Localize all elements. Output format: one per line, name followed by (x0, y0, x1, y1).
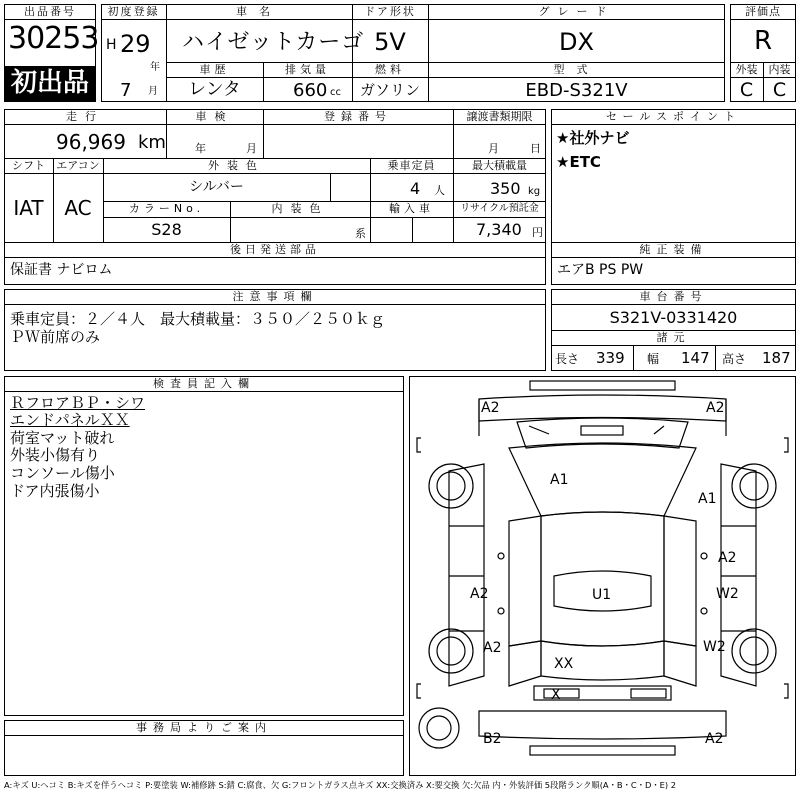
divider (4, 173, 546, 174)
grade: DX (559, 28, 594, 56)
inspector-line-1: ＲフロアＢＰ・シワ (10, 394, 146, 412)
first-reg-month: 7 (120, 80, 132, 101)
later-parts: 保証書 ナビロム (10, 262, 113, 278)
fuel: ガソリン (359, 81, 420, 99)
mark-rear-left: B2 (483, 731, 502, 747)
mark-right-front-fender: A1 (698, 491, 717, 507)
first-reg-year: 29 (120, 30, 151, 58)
displacement: 660 (293, 80, 328, 101)
divider (330, 173, 331, 201)
score-label: 評価点 (745, 5, 781, 18)
color-no: S28 (151, 220, 182, 239)
int-color-unit: 系 (355, 227, 366, 240)
inspection-month-unit: 月 (246, 142, 257, 155)
width: 147 (681, 349, 710, 367)
mark-right-front-door: A2 (718, 550, 737, 566)
later-parts-label: 後日発送部品 (230, 243, 320, 256)
mark-roof: U1 (592, 587, 612, 603)
exterior-label: 外装 (735, 63, 758, 76)
mileage-label: 走行 (66, 110, 104, 123)
mark-rear-right: A2 (705, 731, 724, 747)
mark-left-rear-door: A2 (483, 640, 502, 656)
history-label: 車歴 (199, 63, 230, 76)
inspector-line-2: エンドパネルＸＸ (10, 411, 130, 429)
divider (4, 124, 546, 125)
divider (4, 391, 404, 392)
capacity-unit: 人 (434, 184, 445, 197)
recycle: 7,340 (476, 220, 522, 239)
sales-point-2: ★ETC (556, 153, 601, 171)
int-color-label: 内装色 (271, 202, 329, 215)
door-type: 5V (374, 28, 406, 56)
model-label: 型式 (553, 63, 600, 76)
sales-points-label: セールスポイント (605, 110, 741, 123)
inspector-line-6: ドア内張傷小 (10, 482, 100, 500)
legend: A:キズ U:ヘコミ B:キズを伴うヘコミ P:要塗装 W:補修跡 S:錆 C:腐食、欠 G:フロントガラス点キズ XX:交換済み X:要交換 欠:欠品 内・外装評価 5段階ランク順(A・B・C・D・E) 2 (4, 780, 677, 790)
mark-rear-floor: XX (554, 656, 574, 672)
divider (551, 304, 796, 305)
divider (101, 19, 725, 20)
genuine-equipment-label: 純正装備 (639, 243, 708, 256)
max-load: 350 (490, 179, 521, 198)
interior-score: C (772, 79, 787, 101)
mark-right-quarter: W2 (703, 639, 726, 655)
notes-label: 注意事項欄 (232, 290, 318, 303)
transfer-day-unit: 日 (530, 142, 541, 155)
mark-front-right: A2 (706, 400, 725, 416)
exterior-score: C (739, 79, 754, 101)
shift: IAT (13, 196, 44, 220)
month-unit: 月 (148, 86, 158, 97)
door-label: ドア形状 (364, 5, 416, 18)
fuel-label: 燃料 (375, 63, 405, 76)
divider (4, 304, 546, 305)
max-load-label: 最大積載量 (472, 159, 527, 172)
shift-label: シフト (12, 159, 45, 172)
ac: AC (64, 196, 92, 220)
divider (412, 217, 413, 242)
mark-right-rear: W2 (716, 586, 739, 602)
mark-hood: A1 (550, 472, 569, 488)
model: EBD-S321V (525, 80, 628, 101)
score: R (753, 26, 773, 56)
inspector-line-4: 外装小傷有り (10, 446, 101, 464)
divider (166, 77, 725, 78)
mark-front-left: A2 (481, 400, 500, 416)
notes-line-2: ＰＷ前席のみ (10, 328, 101, 346)
recycle-label: リサイクル預託金 (460, 203, 539, 214)
car-name: ハイゼットカーゴ (182, 30, 365, 55)
divider (715, 345, 716, 371)
ext-color: シルバー (189, 179, 244, 195)
inspector-line-3: 荷室マット破れ (10, 429, 115, 447)
lot-number: 30253 (8, 21, 99, 56)
displacement-unit: cc (330, 87, 341, 98)
mark-left-front-door: A2 (470, 586, 489, 602)
divider (4, 735, 404, 736)
divider (103, 217, 546, 218)
max-load-unit: kg (528, 186, 541, 197)
sales-point-1: ★社外ナビ (556, 129, 630, 147)
recycle-unit: 円 (532, 226, 543, 239)
divider (4, 257, 546, 258)
capacity: 4 (410, 179, 421, 198)
inspection-year-unit: 年 (195, 142, 206, 155)
divider (730, 19, 796, 20)
history: レンタ (188, 79, 241, 100)
mileage: 96,969 (56, 130, 126, 154)
divider (633, 345, 634, 371)
office-label: 事務局よりご案内 (136, 721, 272, 734)
reg-no-label: 登録番号 (324, 110, 392, 123)
divider (4, 19, 96, 20)
divider (551, 124, 796, 125)
first-reg-label: 初度登録 (107, 5, 160, 18)
interior-label: 内装 (768, 63, 791, 76)
capacity-label: 乗車定員 (387, 159, 436, 172)
grade-label: グレード (538, 5, 615, 18)
width-label: 幅 (647, 352, 660, 366)
mileage-unit: km (138, 132, 166, 153)
lot-number-label: 出品番号 (24, 5, 76, 18)
height-label: 高さ (722, 352, 747, 366)
ac-label: エアコン (56, 159, 100, 172)
mark-back-panel: X (551, 687, 561, 703)
ext-color-label: 外装色 (208, 159, 265, 172)
specs-label: 諸元 (656, 331, 691, 344)
divider (551, 257, 796, 258)
car-diagram (409, 376, 796, 776)
length: 339 (596, 349, 625, 367)
era: H (106, 37, 117, 53)
chassis-label: 車台番号 (639, 290, 708, 303)
inspection-label: 車検 (195, 110, 234, 123)
inspector-line-5: コンソール傷小 (10, 464, 115, 482)
year-unit: 年 (150, 62, 160, 73)
transfer-month-unit: 月 (488, 142, 499, 155)
length-label: 長さ (555, 352, 580, 366)
notes-line-1: 乗車定員：２／４人 最大積載量：３５０／２５０ｋｇ (10, 310, 386, 328)
displacement-label: 排気量 (285, 63, 330, 76)
import-label: 輸入車 (389, 202, 434, 215)
chassis-number: S321V-0331420 (609, 308, 738, 327)
divider (551, 345, 796, 346)
height: 187 (762, 349, 791, 367)
transfer-label: 譲渡書類期限 (466, 110, 533, 123)
genuine-equipment: エアB PS PW (557, 262, 644, 278)
first-listing-badge-text: 初出品 (10, 68, 89, 98)
car-name-label: 車名 (236, 5, 282, 18)
inspector-label: 検査員記入欄 (153, 377, 255, 390)
color-no-label: カラーNo. (128, 202, 205, 215)
